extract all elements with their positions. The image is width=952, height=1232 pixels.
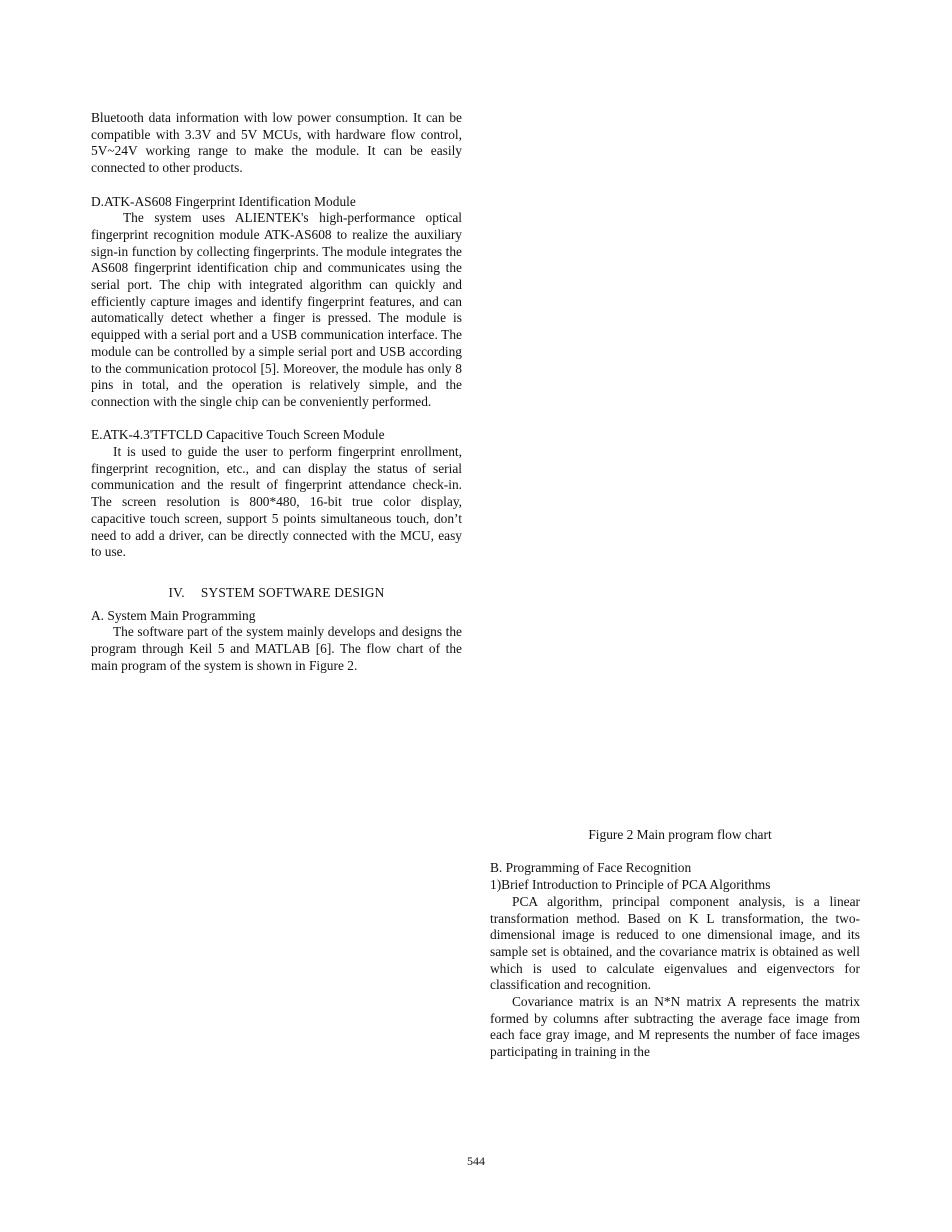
section-iv-heading: [91, 585, 462, 602]
section-e-body: It is used to guide the user to perform fingerprint enrollment, fingerprint recognition, etc., and can display the status of serial communication and the result of fingerprint attendance check-in. The screen resolution is 800*480, 16-bit true color display, capacitive touch screen, support 5 points simultaneous touch, don’t need to add a driver, can be directly connected with the MCU, easy to use.: [91, 444, 462, 560]
page-number: 544: [467, 1154, 485, 1168]
section-b-paragraph-1: PCA algorithm, principal component analysis, is a linear transformation method. Based on K L transformation, the two- dimensional image is reduced to one dimensional image, and its sample set is obtained, and the covariance matrix is obtained as well which is used to calculate eigenvalues and eigenvectors for classification and recognition.: [490, 893, 860, 993]
section-e-heading: E.ATK-4.3'TFTCLD Capacitive Touch Screen Module: [91, 427, 385, 443]
section-d-heading: D.ATK-AS608 Fingerprint Identification Module: [91, 193, 356, 209]
right-column: [490, 827, 860, 1061]
section-b-paragraph-2: Covariance matrix is an N*N matrix A represents the matrix formed by columns after subtracting the average face image from each face gray image, and M represents the number of face images participating in training in the: [490, 994, 860, 1060]
section-iv-title: SYSTEM SOFTWARE DESIGN: [200, 584, 385, 600]
intro-paragraph: Bluetooth data information with low power consumption. It can be compatible with 3.3V and 5V MCUs, with hardware flow control, 5V~24V working range to make the module. It can be easily connected to other products.: [91, 110, 462, 176]
section-iv-subheading: A. System Main Programming: [91, 607, 256, 623]
section-d-body: The system uses ALIENTEK's high-performance optical fingerprint recognition module ATK-AS608 to realize the auxiliary sign-in function by collecting fingerprints. The module integrates the AS608 fingerprint identification chip and communicates using the serial port. The chip with integrated algorithm can quickly and efficiently capture images and identify fingerprint features, and can automatically detect whether a finger is pressed. The module is equipped with a serial port and a USB communication interface. The module can be controlled by a simple serial port and USB according to the communication protocol [5]. Moreover, the module has only 8 pins in total, and the operation is relatively simple, and the connection with the single chip can be conveniently performed.: [91, 210, 462, 409]
section-b-heading: B. Programming of Face Recognition: [490, 860, 692, 876]
section-iv-body: The software part of the system mainly develops and designs the program through Keil 5 and MATLAB [6]. The flow chart of the main program of the system is shown in Figure 2.: [91, 624, 462, 673]
section-iv-number: IV.: [168, 584, 185, 600]
left-column: [91, 110, 462, 674]
figure-caption: Figure 2 Main program flow chart: [588, 827, 772, 842]
section-b-subheading: 1)Brief Introduction to Principle of PCA Algorithms: [490, 877, 771, 893]
